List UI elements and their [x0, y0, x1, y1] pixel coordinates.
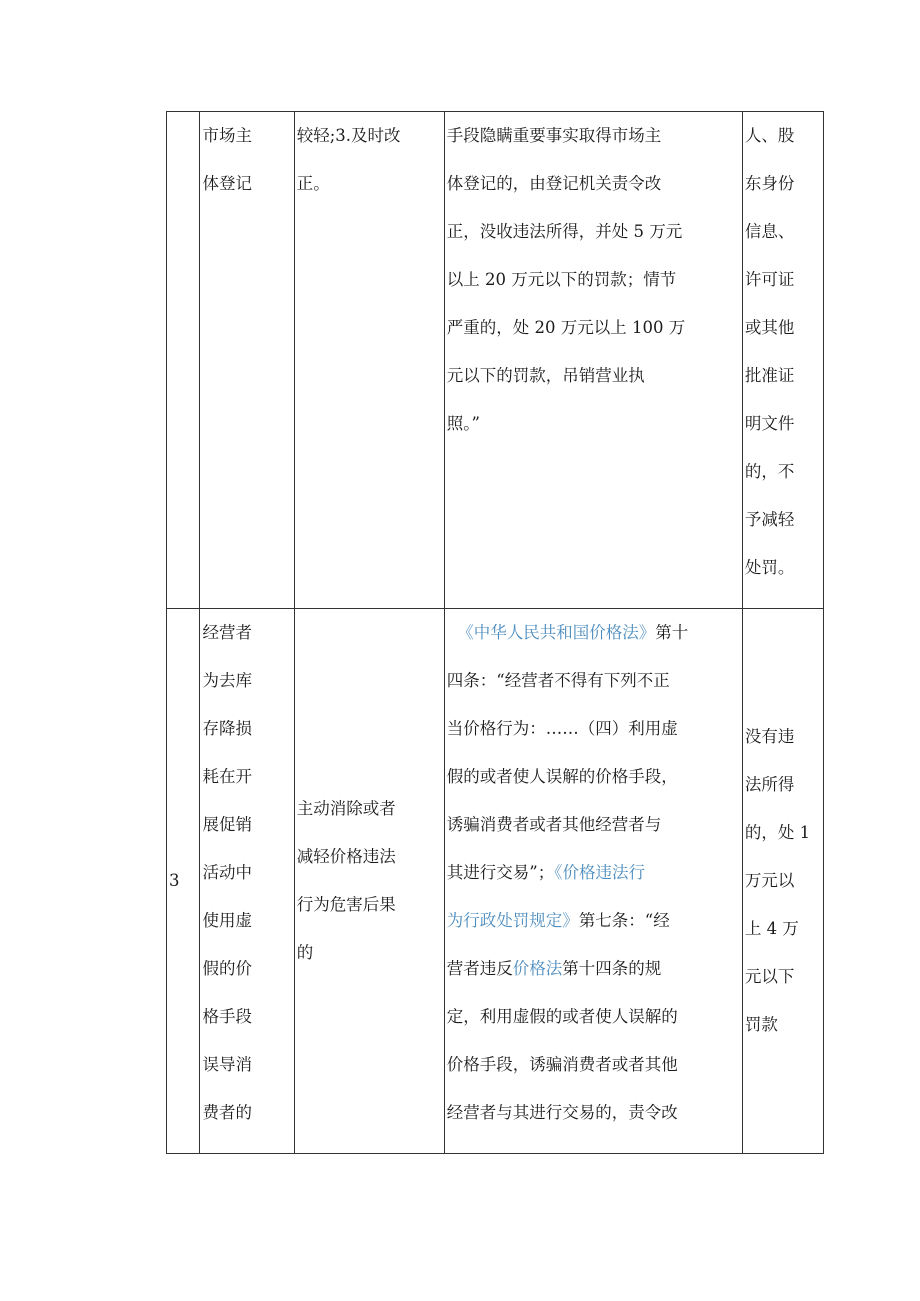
text-segment: 当价格行为：……（四）利用虚 [446, 719, 678, 738]
text-line: 上 4 万 [744, 919, 799, 938]
condition-cell [294, 112, 444, 609]
text-line: 没有违 [744, 727, 795, 746]
text-segment: 第十四条的规 [562, 959, 662, 978]
text-line [447, 801, 742, 849]
text-line: 万元以 [744, 871, 795, 890]
law-reference-link[interactable]: 价格法 [512, 959, 563, 978]
row-number-cell [167, 609, 200, 1154]
text-segment: 其进行交易”； [446, 863, 555, 882]
text-line: 批准证 [744, 366, 795, 385]
text-segment: 第十 [655, 623, 689, 642]
text-segment: 经营者与其进行交易的，责令改 [446, 1103, 678, 1122]
law-reference-link[interactable]: 《价格违法行 [554, 863, 645, 882]
text-line: 展促销 [202, 815, 252, 834]
text-line: 严重的，处 20 万元以上 100 万 [446, 318, 686, 337]
text-line: 体登记 [202, 174, 252, 193]
text-line: 使用虚 [202, 911, 252, 930]
text-line: 活动中 [202, 863, 252, 882]
text-segment: 四条：“经营者不得有下列不正 [446, 671, 670, 690]
text-line [447, 1089, 742, 1137]
text-line [447, 993, 742, 1041]
text-line [447, 849, 742, 897]
text-line: 正。 [296, 174, 330, 193]
text-line [447, 609, 742, 657]
text-line: 耗在开 [202, 767, 252, 786]
text-line: 处罚。 [744, 558, 795, 577]
table-row [167, 609, 824, 1154]
text-line: 许可证 [744, 270, 795, 289]
text-line [447, 945, 742, 993]
row-number-cell [167, 112, 200, 609]
text-line: 罚款 [744, 1015, 778, 1034]
condition-cell [294, 609, 444, 1154]
text-segment: 假的或者使人误解的价格手段， [446, 767, 678, 786]
remark-cell [742, 609, 823, 1154]
law-reference-link[interactable]: 《中华人民共和国价格法》 [446, 623, 656, 642]
text-line: 或其他 [744, 318, 795, 337]
text-line: 的 [296, 943, 314, 962]
legal-basis-cell [444, 609, 742, 1154]
text-line: 主动消除或者 [296, 799, 396, 818]
text-line: 较轻;3.及时改 [296, 126, 401, 145]
text-line: 元以下的罚款，吊销营业执 [446, 366, 645, 385]
text-line: 的，不 [744, 462, 795, 481]
text-line [447, 1041, 742, 1089]
text-line: 法所得 [744, 775, 795, 794]
text-line: 东身份 [744, 174, 795, 193]
item-cell [200, 609, 294, 1154]
text-segment: 诱骗消费者或者其他经营者与 [446, 815, 662, 834]
text-line: 照。” [446, 414, 480, 433]
text-line [447, 897, 742, 945]
text-line [447, 753, 742, 801]
text-line: 元以下 [744, 967, 795, 986]
text-line: 手段隐瞒重要事实取得市场主 [446, 126, 662, 145]
text-line: 行为危害后果 [296, 895, 396, 914]
text-line: 格手段 [202, 1007, 252, 1026]
text-line: 信息、 [744, 222, 795, 241]
text-segment: 价格手段，诱骗消费者或者其他 [446, 1055, 678, 1074]
text-line: 正，没收违法所得，并处 5 万元 [446, 222, 683, 241]
text-line [447, 705, 742, 753]
text-line: 费者的 [202, 1103, 252, 1122]
legal-basis-cell [444, 112, 742, 609]
text-line [447, 657, 742, 705]
text-segment: 营者违反 [446, 959, 513, 978]
text-line: 为去库 [202, 671, 252, 690]
text-line: 予减轻 [744, 510, 795, 529]
text-line: 假的价 [202, 959, 252, 978]
text-line: 体登记的，由登记机关责令改 [446, 174, 662, 193]
text-segment: 定，利用虚假的或者使人误解的 [446, 1007, 678, 1026]
law-reference-link[interactable]: 为行政处罚规定》 [446, 911, 579, 930]
text-line: 市场主 [202, 126, 252, 145]
text-line: 存降损 [202, 719, 252, 738]
text-line: 明文件 [744, 414, 795, 433]
table-row [167, 112, 824, 609]
remark-cell [742, 112, 823, 609]
text-line: 经营者 [202, 623, 252, 642]
text-line: 人、股 [744, 126, 795, 145]
penalty-table [166, 111, 824, 1154]
row-number: 3 [169, 871, 180, 890]
item-cell [200, 112, 294, 609]
text-line: 减轻价格违法 [296, 847, 396, 866]
text-line: 误导消 [202, 1055, 252, 1074]
text-line: 以上 20 万元以下的罚款；情节 [446, 270, 677, 289]
text-line: 的，处 1 [744, 823, 811, 842]
text-segment: 第七条：“经 [578, 911, 670, 930]
